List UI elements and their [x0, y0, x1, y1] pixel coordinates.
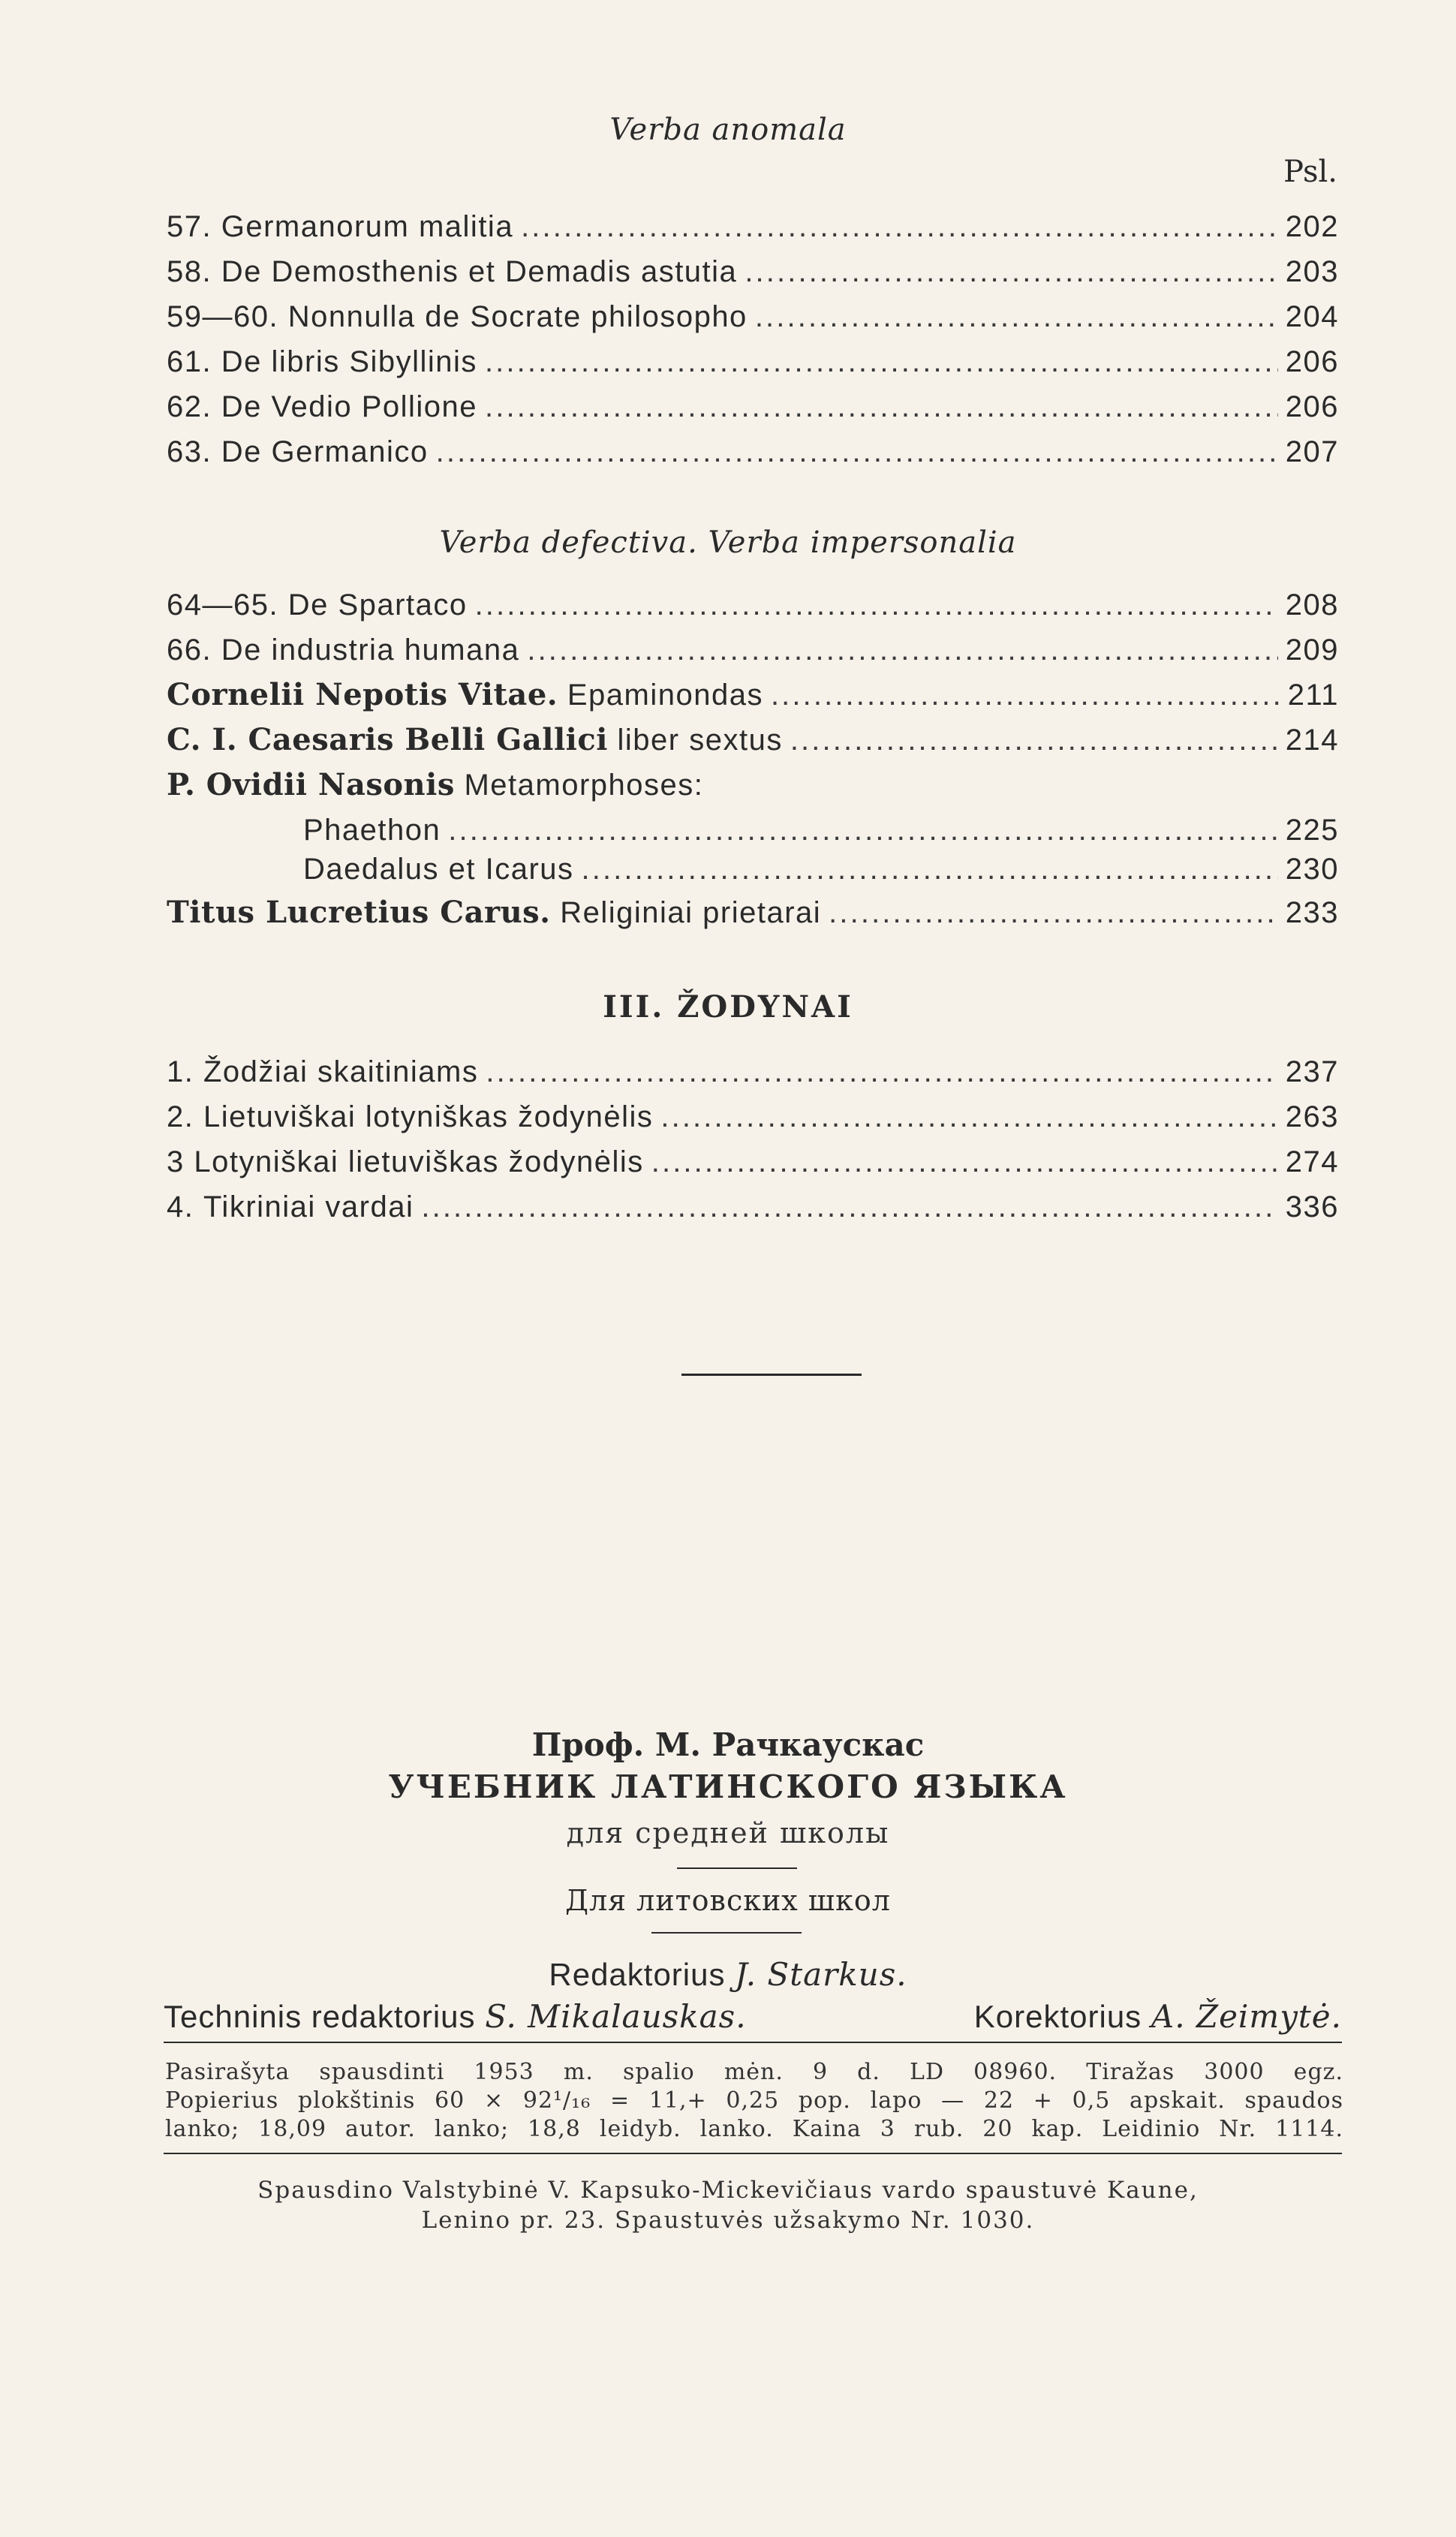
entry-page: 202 — [1285, 210, 1339, 243]
editor-label: Redaktorius — [549, 1957, 726, 1992]
entry-page: 263 — [1285, 1100, 1339, 1133]
entry-title: De Spartaco — [287, 588, 468, 621]
toc-entry — [167, 347, 1339, 377]
entry-page: 206 — [1285, 345, 1339, 378]
entry-number: 1. — [167, 1055, 194, 1088]
toc-entry — [167, 895, 1339, 930]
entry-page: 204 — [1285, 300, 1339, 333]
toc-entry — [167, 767, 1339, 802]
author-name: Titus Lucretius Carus. — [167, 895, 551, 930]
entry-number: 2. — [167, 1100, 194, 1133]
entry-number: 62. — [167, 390, 212, 423]
toc-entry — [167, 1102, 1339, 1132]
imprint-rule — [164, 2042, 1342, 2043]
print-details — [165, 2058, 1343, 2144]
entry-title: Žodžiai skaitiniams — [203, 1055, 479, 1088]
imprint-edition: Для литовских школ — [565, 1884, 891, 1917]
entry-page: 211 — [1287, 679, 1339, 712]
entry-page: 225 — [1285, 814, 1339, 847]
entry-page: 230 — [1285, 853, 1339, 886]
dot-leader — [582, 854, 1278, 884]
entry-number: 61. — [167, 345, 212, 378]
entry-number: 66. — [167, 633, 212, 667]
author-name: C. I. Caesaris Belli Gallici — [167, 722, 608, 757]
toc-entry — [303, 815, 1339, 845]
print-details-line: lanko; 18,09 autor. lanko; 18,8 leidyb. lanko. Kaina 3 rub. 20 kap. Leidinio Nr. 1114. — [165, 2116, 1343, 2142]
entry-title: De Vedio Pollione — [221, 390, 478, 423]
editor-name: J. Starkus. — [735, 1956, 907, 1993]
toc-entry — [167, 1147, 1339, 1177]
dot-leader — [521, 212, 1278, 242]
dot-leader — [486, 1057, 1277, 1087]
entry-title: De libris Sibyllinis — [221, 345, 477, 378]
corrector-name: A. Žeimytė. — [1151, 1998, 1342, 2035]
entry-title: Lotyniškai lietuviškas žodynėlis — [194, 1145, 644, 1178]
toc-entry — [167, 437, 1339, 467]
entry-page: 209 — [1285, 633, 1339, 667]
dot-leader — [771, 680, 1280, 710]
dot-leader — [660, 1102, 1277, 1132]
dot-leader — [527, 635, 1277, 665]
toc-entry — [167, 1192, 1339, 1222]
dot-leader — [755, 302, 1278, 332]
printer-info — [0, 2175, 1456, 2235]
section-heading-verba-anomala: Verba anomala — [609, 113, 847, 147]
imprint-book-title: УЧЕБНИК ЛАТИНСКОГО ЯЗЫКА — [388, 1768, 1068, 1805]
dot-leader — [475, 590, 1278, 620]
entry-title: De industria humana — [221, 633, 520, 667]
section-heading-verba-defectiva: Verba defectiva. Verba impersonalia — [439, 525, 1017, 560]
print-details-line: Popierius plokštinis 60 × 92¹/₁₆ = 11,+ 0,25 pop. lapo — 22 + 0,5 apskait. spaudos — [165, 2087, 1343, 2114]
entry-title: Epaminondas — [567, 679, 763, 712]
staff-line — [164, 1998, 1342, 2035]
imprint-divider — [651, 1932, 802, 1934]
entry-page: 214 — [1285, 724, 1339, 757]
entry-title: Lietuviškai lotyniškas žodynėlis — [203, 1100, 654, 1133]
entry-title: Phaethon — [303, 814, 441, 847]
entry-title: De Demosthenis et Demadis astutia — [221, 255, 738, 288]
toc-entry — [303, 854, 1339, 884]
entry-page: 237 — [1285, 1055, 1339, 1088]
dot-leader — [745, 257, 1277, 287]
entry-number: 57. — [167, 210, 212, 243]
entry-page: 203 — [1285, 255, 1339, 288]
dot-leader — [485, 347, 1278, 377]
author-name: P. Ovidii Nasonis — [167, 767, 455, 802]
author-name: Cornelii Nepotis Vitae. — [167, 677, 558, 712]
print-details-line: Pasirašyta spausdinti 1953 m. spalio mėn. 9 d. LD 08960. Tiražas 3000 egz. — [165, 2059, 1343, 2085]
entry-page: 336 — [1285, 1190, 1339, 1223]
entry-title: Germanorum malitia — [221, 210, 514, 243]
entry-title: Metamorphoses: — [464, 769, 704, 802]
imprint-audience: для средней школы — [566, 1816, 890, 1849]
entry-title: Tikriniai vardai — [203, 1190, 414, 1223]
entry-page: 207 — [1285, 435, 1339, 468]
toc-entry — [167, 635, 1339, 665]
tech-editor-name: S. Mikalauskas. — [485, 1998, 747, 2035]
entry-number: 64—65. — [167, 588, 279, 621]
dot-leader — [485, 392, 1278, 422]
imprint-rule — [164, 2153, 1342, 2154]
imprint-divider — [677, 1867, 797, 1869]
toc-entry — [167, 677, 1339, 712]
entry-number: 4. — [167, 1190, 194, 1223]
entry-title: De Germanico — [221, 435, 429, 468]
printer-line: Lenino pr. 23. Spaustuvės užsakymo Nr. 1030. — [421, 2207, 1035, 2234]
entry-page: 206 — [1285, 390, 1339, 423]
entry-number: 63. — [167, 435, 212, 468]
entry-title: Daedalus et Icarus — [303, 853, 574, 886]
imprint-author: Проф. М. Рачкаускас — [531, 1726, 925, 1763]
corrector-label: Korektorius — [973, 1999, 1142, 2034]
dot-leader — [448, 815, 1277, 845]
tech-editor-label: Techninis redaktorius — [164, 1999, 476, 2034]
corrector — [974, 1998, 1342, 2035]
dot-leader — [829, 898, 1278, 928]
part-heading-zodynai: III. ŽODYNAI — [603, 989, 853, 1025]
entry-page: 208 — [1285, 588, 1339, 621]
entry-title: liber sextus — [617, 724, 783, 757]
toc-entry — [167, 302, 1339, 332]
toc-entry — [167, 392, 1339, 422]
toc-entry — [167, 1057, 1339, 1087]
dot-leader — [421, 1192, 1277, 1222]
entry-number: 3 — [167, 1145, 185, 1178]
entry-page: 233 — [1285, 896, 1339, 929]
printer-line: Spausdino Valstybinė V. Kapsuko-Mickevičiaus vardo spaustuvė Kaune, — [257, 2177, 1199, 2204]
entry-page: 274 — [1285, 1145, 1339, 1178]
toc-entry — [167, 257, 1339, 287]
tech-editor — [164, 1998, 747, 2035]
dot-leader — [790, 725, 1278, 755]
toc-entry — [167, 590, 1339, 620]
section-divider — [681, 1374, 862, 1376]
entry-title: Nonnulla de Socrate philosopho — [287, 300, 748, 333]
toc-entry — [167, 212, 1339, 242]
page-column-label: Psl. — [1283, 155, 1337, 189]
editor-line — [0, 1956, 1456, 1993]
entry-title: Religiniai prietarai — [560, 896, 822, 929]
toc-entry — [167, 722, 1339, 757]
entry-number: 59—60. — [167, 300, 279, 333]
dot-leader — [651, 1147, 1278, 1177]
entry-number: 58. — [167, 255, 212, 288]
dot-leader — [436, 437, 1278, 467]
